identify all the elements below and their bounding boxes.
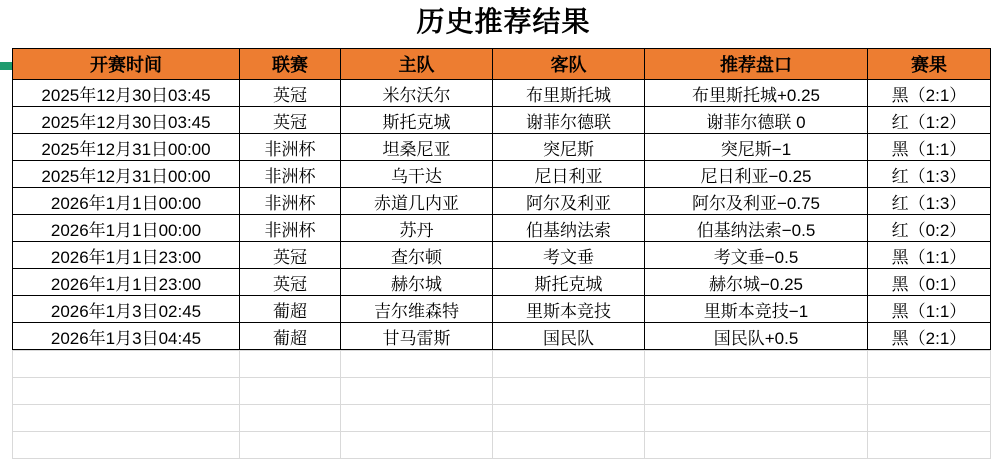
- empty-cell: [645, 432, 868, 459]
- cell-result: 黑（1:1）: [868, 134, 991, 161]
- cell-pick: 国民队+0.5: [645, 323, 868, 350]
- empty-cell: [240, 432, 341, 459]
- cell-time: 2026年1月1日23:00: [13, 242, 240, 269]
- cell-result: 黑（2:1）: [868, 323, 991, 350]
- cell-home: 米尔沃尔: [341, 80, 493, 107]
- table-body: [13, 80, 991, 350]
- cell-result: 红（1:3）: [868, 161, 991, 188]
- empty-cell: [493, 351, 645, 378]
- cell-away: 突尼斯: [493, 134, 645, 161]
- cell-away: 考文垂: [493, 242, 645, 269]
- cell-pick: 阿尔及利亚−0.75: [645, 188, 868, 215]
- cell-away: 阿尔及利亚: [493, 188, 645, 215]
- cell-result: 黑（1:1）: [868, 296, 991, 323]
- cell-time: 2025年12月31日00:00: [13, 161, 240, 188]
- cell-away: 布里斯托城: [493, 80, 645, 107]
- cell-away: 国民队: [493, 323, 645, 350]
- empty-cell: [868, 378, 991, 405]
- empty-row: [13, 405, 991, 432]
- cell-pick: 里斯本竞技−1: [645, 296, 868, 323]
- table-header-row: [13, 49, 991, 80]
- cell-home: 坦桑尼亚: [341, 134, 493, 161]
- cell-home: 斯托克城: [341, 107, 493, 134]
- column-header-home: 主队: [341, 49, 493, 80]
- empty-row: [13, 432, 991, 459]
- empty-cell: [13, 432, 240, 459]
- cell-home: 苏丹: [341, 215, 493, 242]
- empty-cell: [493, 405, 645, 432]
- cell-league: 葡超: [240, 296, 341, 323]
- cell-result: 红（0:2）: [868, 215, 991, 242]
- cell-pick: 突尼斯−1: [645, 134, 868, 161]
- table-row: [13, 215, 991, 242]
- empty-cell: [341, 351, 493, 378]
- empty-cell: [868, 405, 991, 432]
- empty-grid: [12, 350, 991, 459]
- cell-away: 谢菲尔德联: [493, 107, 645, 134]
- empty-cell: [645, 405, 868, 432]
- empty-cell: [645, 351, 868, 378]
- cell-result: 红（1:2）: [868, 107, 991, 134]
- cell-pick: 伯基纳法索−0.5: [645, 215, 868, 242]
- cell-home: 甘马雷斯: [341, 323, 493, 350]
- cell-time: 2026年1月1日00:00: [13, 215, 240, 242]
- cell-time: 2025年12月30日03:45: [13, 107, 240, 134]
- cell-pick: 赫尔城−0.25: [645, 269, 868, 296]
- cell-league: 英冠: [240, 242, 341, 269]
- left-accent-marker: [0, 62, 12, 70]
- cell-home: 赤道几内亚: [341, 188, 493, 215]
- cell-time: 2026年1月3日04:45: [13, 323, 240, 350]
- cell-time: 2025年12月31日00:00: [13, 134, 240, 161]
- empty-cell: [341, 432, 493, 459]
- empty-cell: [13, 405, 240, 432]
- table-row: [13, 107, 991, 134]
- cell-league: 非洲杯: [240, 215, 341, 242]
- table-row: [13, 323, 991, 350]
- cell-home: 吉尔维森特: [341, 296, 493, 323]
- table-row: [13, 161, 991, 188]
- page-title: 历史推荐结果: [416, 6, 591, 37]
- empty-cell: [645, 378, 868, 405]
- column-header-result: 赛果: [868, 49, 991, 80]
- column-header-away: 客队: [493, 49, 645, 80]
- table-row: [13, 269, 991, 296]
- empty-row: [13, 351, 991, 378]
- empty-cell: [240, 405, 341, 432]
- table-row: [13, 80, 991, 107]
- cell-result: 红（1:3）: [868, 188, 991, 215]
- table-row: [13, 296, 991, 323]
- table-header: [13, 49, 991, 80]
- cell-home: 乌干达: [341, 161, 493, 188]
- cell-result: 黑（2:1）: [868, 80, 991, 107]
- cell-pick: 尼日利亚−0.25: [645, 161, 868, 188]
- cell-league: 英冠: [240, 80, 341, 107]
- table-row: [13, 134, 991, 161]
- empty-grid-body: [13, 351, 991, 459]
- empty-cell: [341, 378, 493, 405]
- cell-time: 2025年12月30日03:45: [13, 80, 240, 107]
- cell-pick: 布里斯托城+0.25: [645, 80, 868, 107]
- empty-row: [13, 378, 991, 405]
- empty-cell: [341, 405, 493, 432]
- table-row: [13, 242, 991, 269]
- cell-league: 葡超: [240, 323, 341, 350]
- cell-time: 2026年1月1日00:00: [13, 188, 240, 215]
- column-header-pick: 推荐盘口: [645, 49, 868, 80]
- empty-cell: [493, 432, 645, 459]
- empty-cell: [493, 378, 645, 405]
- cell-pick: 考文垂−0.5: [645, 242, 868, 269]
- cell-league: 英冠: [240, 269, 341, 296]
- column-header-league: 联赛: [240, 49, 341, 80]
- empty-cell: [868, 351, 991, 378]
- empty-cell: [13, 378, 240, 405]
- empty-cell: [240, 351, 341, 378]
- column-header-time: 开赛时间: [13, 49, 240, 80]
- cell-away: 斯托克城: [493, 269, 645, 296]
- table-row: [13, 188, 991, 215]
- cell-home: 查尔顿: [341, 242, 493, 269]
- cell-league: 非洲杯: [240, 134, 341, 161]
- cell-pick: 谢菲尔德联 0: [645, 107, 868, 134]
- cell-result: 黑（1:1）: [868, 242, 991, 269]
- cell-away: 里斯本竞技: [493, 296, 645, 323]
- cell-time: 2026年1月1日23:00: [13, 269, 240, 296]
- empty-cell: [13, 351, 240, 378]
- empty-cell: [240, 378, 341, 405]
- cell-league: 非洲杯: [240, 188, 341, 215]
- cell-league: 英冠: [240, 107, 341, 134]
- empty-cell: [868, 432, 991, 459]
- cell-result: 黑（0:1）: [868, 269, 991, 296]
- cell-home: 赫尔城: [341, 269, 493, 296]
- cell-away: 伯基纳法索: [493, 215, 645, 242]
- results-table: [12, 48, 991, 350]
- cell-time: 2026年1月3日02:45: [13, 296, 240, 323]
- cell-league: 非洲杯: [240, 161, 341, 188]
- cell-away: 尼日利亚: [493, 161, 645, 188]
